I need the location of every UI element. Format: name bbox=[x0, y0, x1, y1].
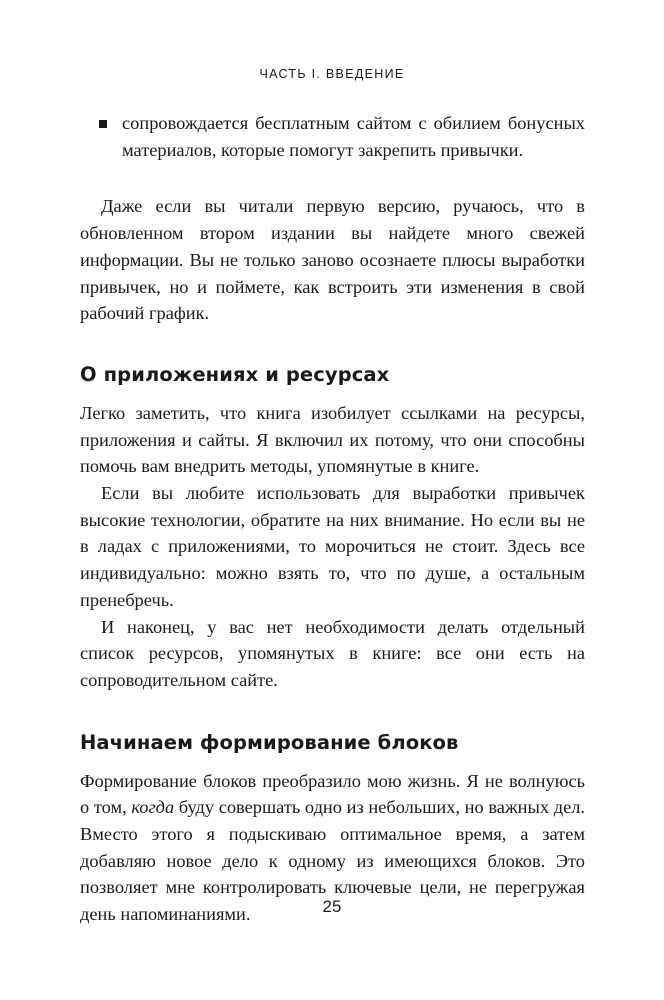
intro-paragraph: Даже если вы читали первую версию, ручаюсь, что в обновленном втором издании вы найдете много свежей информации. Вы не только заново осознаете плюсы выработки привычек, но и поймете, как встроить эти изменения в свой рабочий график. bbox=[80, 196, 585, 324]
square-bullet-icon bbox=[99, 120, 107, 128]
bullet-text: сопровождается бесплатным сайтом с обилием бонусных материалов, которые помогут закрепить привычки. bbox=[122, 113, 585, 160]
page-body bbox=[80, 110, 585, 928]
blocks-paragraph-1-end: буду совершать одно из небольших, но важных дел. Вместо этого я подыскиваю оптимальное время, а затем добавляю новое дело к одному из имеющихся блоков. Это позволяет мне контролировать ключевые цели, не перегружая день напоминаниями. bbox=[80, 797, 586, 925]
blocks-paragraph-1-start: Формирование блоков преобразило мою жизнь. Я не волнуюсь о том, bbox=[80, 770, 585, 818]
section-heading-blocks: Начинаем формирование блоков bbox=[80, 730, 459, 754]
page-number: 25 bbox=[322, 897, 342, 916]
apps-paragraph-1: Легко заметить, что книга изобилует ссылками на ресурсы, приложения и сайты. Я включил их потому, что они способны помочь вам внедрить методы, упомянутые в книге. bbox=[80, 402, 585, 477]
section-heading-apps: О приложениях и ресурсах bbox=[80, 362, 390, 386]
apps-paragraph-2: Если вы любите использовать для выработки привычек высокие технологии, обратите на них внимание. Но если вы не в ладах с приложениями, то морочиться не стоит. Здесь все индивидуально: можно взять то, что по душе, а остальным пренебречь. bbox=[80, 483, 585, 610]
blocks-paragraph-1-emphasis: когда bbox=[131, 797, 175, 818]
bullet-list-item bbox=[80, 110, 585, 163]
apps-paragraph-3: И наконец, у вас нет необходимости делать отдельный список ресурсов, упомянутых в книге: все они есть на сопроводительном сайте. bbox=[80, 616, 585, 690]
running-head: ЧАСТЬ I. ВВЕДЕНИЕ bbox=[259, 67, 405, 81]
